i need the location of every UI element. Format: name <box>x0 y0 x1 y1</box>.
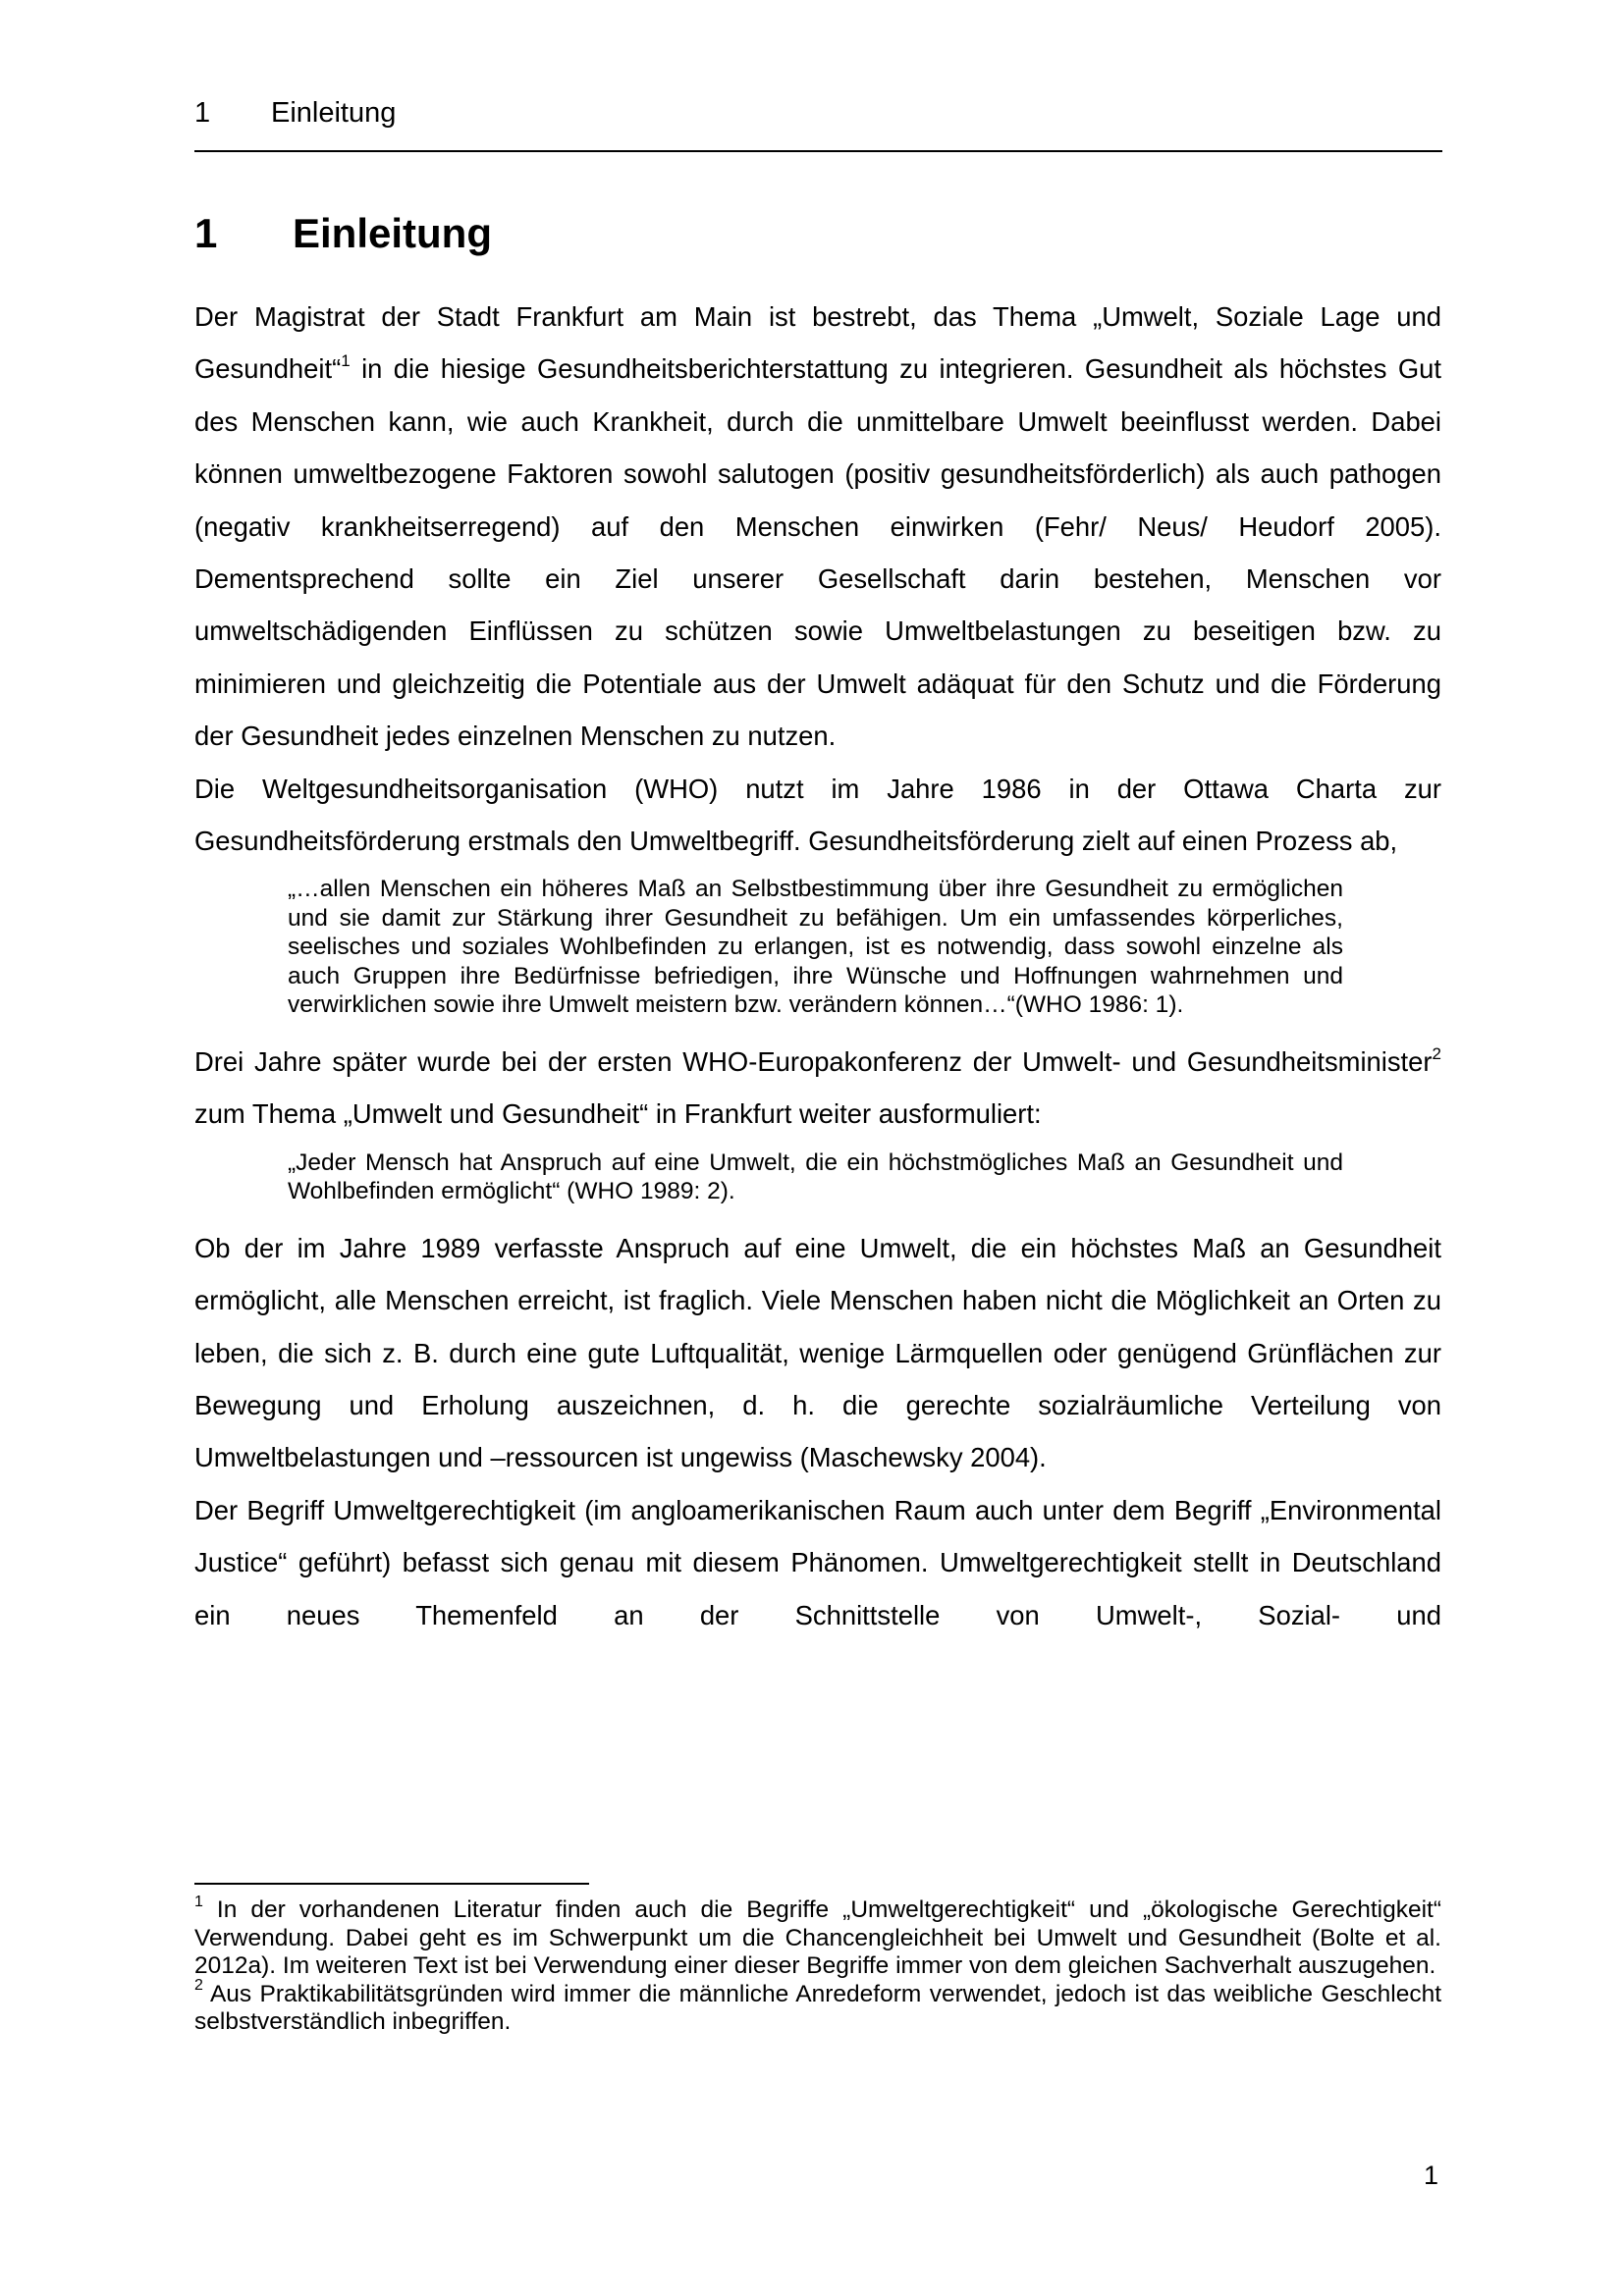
page-number: 1 <box>1424 2161 1439 2190</box>
paragraph-3-text-b: zum Thema „Umwelt und Gesundheit“ in Frankfurt weiter ausformuliert: <box>194 1098 1042 1130</box>
footnote-2-marker: 2 <box>194 1977 203 1995</box>
paragraph-4: Ob der im Jahre 1989 verfasste Anspruch auf eine Umwelt, die ein höchstes Maß an Gesundheit ermöglicht, alle Menschen erreicht, ist fraglich. Viele Menschen haben nicht die Möglichkeit an Orten zu leben, die sich z. B. durch eine gute Luftqualität, wenige Lärmquellen oder genügend Grünflächen zur Bewegung und Erholung auszeichnen, d. h. die gerechte sozialräumliche Verteilung von Umweltbelastungen und –ressourcen ist ungewiss (Maschewsky 2004). <box>194 1232 1441 1473</box>
header-divider <box>194 150 1442 152</box>
chapter-heading <box>194 208 492 259</box>
footnote-1 <box>194 1893 1441 1981</box>
running-header <box>194 96 396 130</box>
footnote-1-marker: 1 <box>194 1893 203 1910</box>
paragraph-1-text-b: in die hiesige Gesundheitsberichterstattung zu integrieren. Gesundheit als höchstes Gut des Menschen kann, wie auch Krankheit, durch die unmittelbare Umwelt beeinflusst werden. Dabei können umweltbezogene Faktoren sowohl salutogen (positiv gesundheitsförderlich) als auch pathogen (negativ krankheitserregend) auf den Menschen einwirken (Fehr/ Neus/ Heudorf 2005). Dementsprechend sollte ein Ziel unserer Gesellschaft darin bestehen, Menschen vor umweltschädigenden Einflüssen zu schützen sowie Umweltbelastungen zu beseitigen bzw. zu minimieren und gleichzeitig die Potentiale aus der Umwelt adäquat für den Schutz und die Förderung der Gesundheit jedes einzelnen Menschen zu nutzen. <box>194 353 1441 752</box>
chapter-number: 1 <box>194 210 218 256</box>
footnote-separator <box>194 1883 589 1885</box>
running-header-chapter-number: 1 <box>194 97 211 129</box>
chapter-title: Einleitung <box>293 210 492 256</box>
paragraph-3-text-a: Drei Jahre später wurde bei der ersten WHO-Europakonferenz der Umwelt- und Gesundheitsminister <box>194 1045 1433 1077</box>
paragraph-1-text-a: Der Magistrat der Stadt Frankfurt am Main ist bestrebt, das Thema „Umwelt, Soziale Lage und Gesundheit“ <box>194 301 1441 385</box>
block-quote-ottawa-charter: „…allen Menschen ein höheres Maß an Selbstbestimmung über ihre Gesundheit zu ermöglichen und sie damit zur Stärkung ihrer Gesundheit zu befähigen. Um ein umfassendes körperliches, seelisches und soziales Wohlbefinden zu erlangen, ist es notwendig, dass sowohl einzelne als auch Gruppen ihre Bedürfnisse befriedigen, ihre Wünsche und Hoffnungen wahrnehmen und verwirklichen sowie ihre Umwelt meistern bzw. verändern können…“(WHO 1986: 1). <box>288 876 1343 1019</box>
footnotes <box>194 1893 1441 2037</box>
footnote-ref-1[interactable]: 1 <box>341 351 351 371</box>
footnote-2-text: Aus Praktikabilitätsgründen wird immer die männliche Anredeform verwendet, jedoch ist das weibliche Geschlecht selbstverständlich inbegriffen. <box>194 1980 1441 2035</box>
paragraph-5: Der Begriff Umweltgerechtigkeit (im angloamerikanischen Raum auch unter dem Begriff „Environmental Justice“ geführt) befasst sich genau mit diesem Phänomen. Umweltgerechtigkeit stellt in Deutschland ein neues Themenfeld an der Schnittstelle von Umwelt-, Sozial- und <box>194 1494 1441 1630</box>
running-header-chapter-label: Einleitung <box>271 97 397 129</box>
body-text <box>194 291 1441 1641</box>
block-quote-who-1989: „Jeder Mensch hat Anspruch auf eine Umwelt, die ein höchstmögliches Maß an Gesundheit und Wohlbefinden ermöglicht“ (WHO 1989: 2). <box>288 1148 1343 1205</box>
footnote-2 <box>194 1977 1441 2037</box>
paragraph-2: Die Weltgesundheitsorganisation (WHO) nutzt im Jahre 1986 in der Ottawa Charta zur Gesundheitsförderung erstmals den Umweltbegriff. Gesundheitsförderung zielt auf einen Prozess ab, <box>194 773 1441 857</box>
footnote-ref-2[interactable]: 2 <box>1432 1043 1441 1063</box>
paragraph-3 <box>194 1036 1441 1141</box>
paragraph-1 <box>194 291 1441 763</box>
footnote-1-text: In der vorhandenen Literatur finden auch die Begriffe „Umweltgerechtigkeit“ und „ökologische Gerechtigkeit“ Verwendung. Dabei geht es im Schwerpunkt um die Chancengleichheit bei Umwelt und Gesundheit (Bolte et al. 2012a). Im weiteren Text ist bei Verwendung einer dieser Begriffe immer von dem gleichen Sachverhalt auszugehen. <box>194 1896 1441 1979</box>
